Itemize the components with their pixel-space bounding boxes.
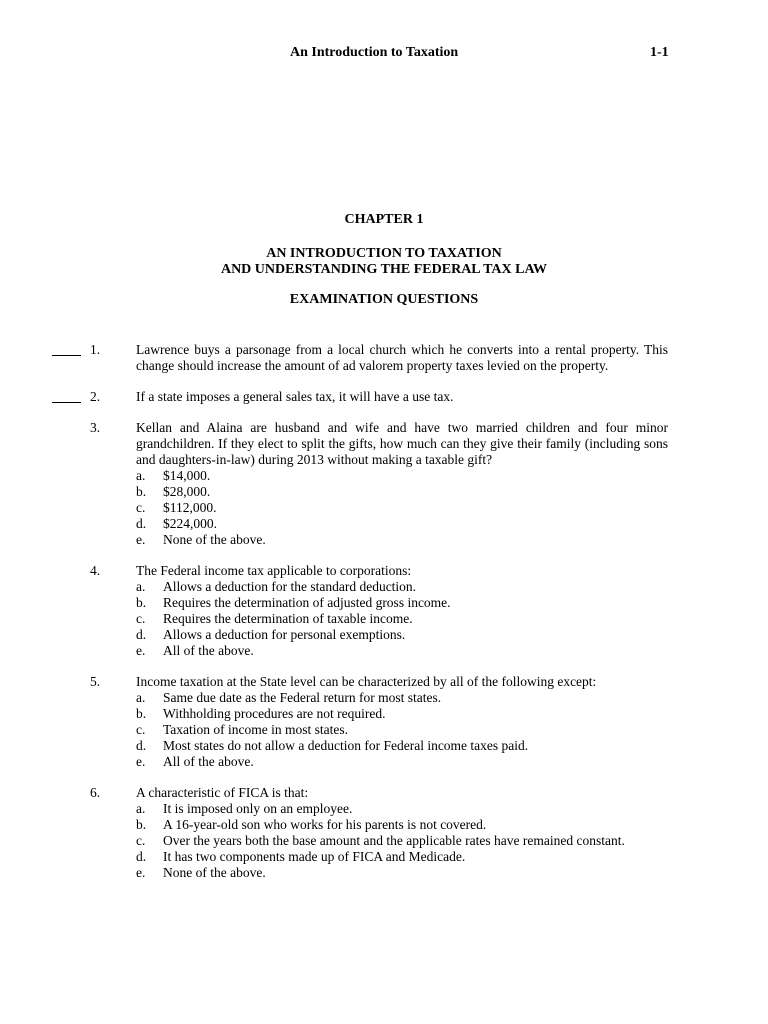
option-text: A 16-year-old son who works for his parents is not covered. <box>163 817 487 832</box>
option-list <box>0 579 768 659</box>
question-item <box>0 389 768 405</box>
option-label: d. <box>136 738 147 753</box>
question-text: A characteristic of FICA is that: <box>136 785 309 800</box>
option-text: Over the years both the base amount and the applicable rates have remained constant. <box>163 833 625 848</box>
answer-option <box>136 754 668 770</box>
answer-option <box>136 706 668 722</box>
answer-blank <box>52 340 81 356</box>
option-text: It has two components made up of FICA and Medicade. <box>163 849 466 864</box>
question-number: 3. <box>90 420 101 435</box>
option-label: b. <box>136 484 147 499</box>
option-label: c. <box>136 722 146 737</box>
question-text: The Federal income tax applicable to corporations: <box>136 563 412 578</box>
option-list <box>0 801 768 881</box>
option-list <box>0 468 768 548</box>
option-label: c. <box>136 611 146 626</box>
question-text: Income taxation at the State level can be characterized by all of the following except: <box>136 674 597 689</box>
question-number: 5. <box>90 674 101 689</box>
option-text: None of the above. <box>163 532 266 547</box>
question-number: 2. <box>90 389 101 404</box>
option-label: b. <box>136 595 147 610</box>
option-text: $224,000. <box>163 516 217 531</box>
option-label: d. <box>136 627 147 642</box>
answer-option <box>136 690 668 706</box>
answer-option <box>136 579 668 595</box>
option-label: a. <box>136 801 146 816</box>
question-item <box>0 785 768 881</box>
option-text: $112,000. <box>163 500 217 515</box>
answer-option <box>136 532 668 548</box>
option-text: Same due date as the Federal return for most states. <box>163 690 442 705</box>
option-label: d. <box>136 849 147 864</box>
question-text: Lawrence buys a parsonage from a local church which he converts into a rental property. This change should increase the amount of ad valorem property taxes levied on the property. <box>136 342 668 373</box>
option-label: b. <box>136 706 147 721</box>
option-label: a. <box>136 579 146 594</box>
option-text: Withholding procedures are not required. <box>163 706 386 721</box>
option-text: Requires the determination of taxable income. <box>163 611 413 626</box>
option-label: e. <box>136 643 146 658</box>
answer-option <box>136 484 668 500</box>
question-item <box>0 563 768 659</box>
page-number: 1-1 <box>650 45 669 60</box>
option-label: c. <box>136 500 146 515</box>
question-item <box>0 674 768 770</box>
chapter-title-line-1: AN INTRODUCTION TO TAXATION <box>266 246 502 261</box>
answer-option <box>136 611 668 627</box>
option-text: None of the above. <box>163 865 266 880</box>
answer-option <box>136 627 668 643</box>
question-item <box>0 420 768 548</box>
option-label: d. <box>136 516 147 531</box>
question-item <box>0 342 768 374</box>
option-text: Taxation of income in most states. <box>163 722 349 737</box>
question-number: 6. <box>90 785 101 800</box>
answer-option <box>136 801 668 817</box>
answer-option <box>136 849 668 865</box>
option-label: a. <box>136 468 146 483</box>
option-text: All of the above. <box>163 754 254 769</box>
option-text: It is imposed only on an employee. <box>163 801 353 816</box>
running-title: An Introduction to Taxation <box>290 45 459 60</box>
answer-option <box>136 833 668 849</box>
answer-option <box>136 817 668 833</box>
answer-option <box>136 500 668 516</box>
chapter-label: CHAPTER 1 <box>344 212 424 227</box>
section-heading: EXAMINATION QUESTIONS <box>289 292 479 307</box>
question-list <box>0 342 768 896</box>
answer-option <box>136 468 668 484</box>
answer-option <box>136 595 668 611</box>
option-label: c. <box>136 833 146 848</box>
chapter-title-line-2: AND UNDERSTANDING THE FEDERAL TAX LAW <box>220 262 548 277</box>
answer-option <box>136 722 668 738</box>
option-label: a. <box>136 690 146 705</box>
option-text: Allows a deduction for personal exemptions. <box>163 627 406 642</box>
question-text: Kellan and Alaina are husband and wife and have two married children and four minor grandchildren. If they elect to split the gifts, how much can they give their family (including sons and daughters-in-law) during 2013 without making a taxable gift? <box>136 420 668 467</box>
option-text: Most states do not allow a deduction for Federal income taxes paid. <box>163 738 529 753</box>
option-label: e. <box>136 532 146 547</box>
question-number: 4. <box>90 563 101 578</box>
question-number: 1. <box>90 342 101 357</box>
answer-blank <box>52 387 81 403</box>
option-list <box>0 690 768 770</box>
option-label: b. <box>136 817 147 832</box>
option-text: Allows a deduction for the standard deduction. <box>163 579 417 594</box>
answer-option <box>136 516 668 532</box>
option-text: All of the above. <box>163 643 254 658</box>
answer-option <box>136 738 668 754</box>
answer-option <box>136 643 668 659</box>
option-text: $14,000. <box>163 468 211 483</box>
option-text: $28,000. <box>163 484 211 499</box>
option-text: Requires the determination of adjusted gross income. <box>163 595 451 610</box>
option-label: e. <box>136 865 146 880</box>
answer-option <box>136 865 668 881</box>
page-header <box>0 45 768 65</box>
option-label: e. <box>136 754 146 769</box>
question-text: If a state imposes a general sales tax, it will have a use tax. <box>136 389 454 404</box>
